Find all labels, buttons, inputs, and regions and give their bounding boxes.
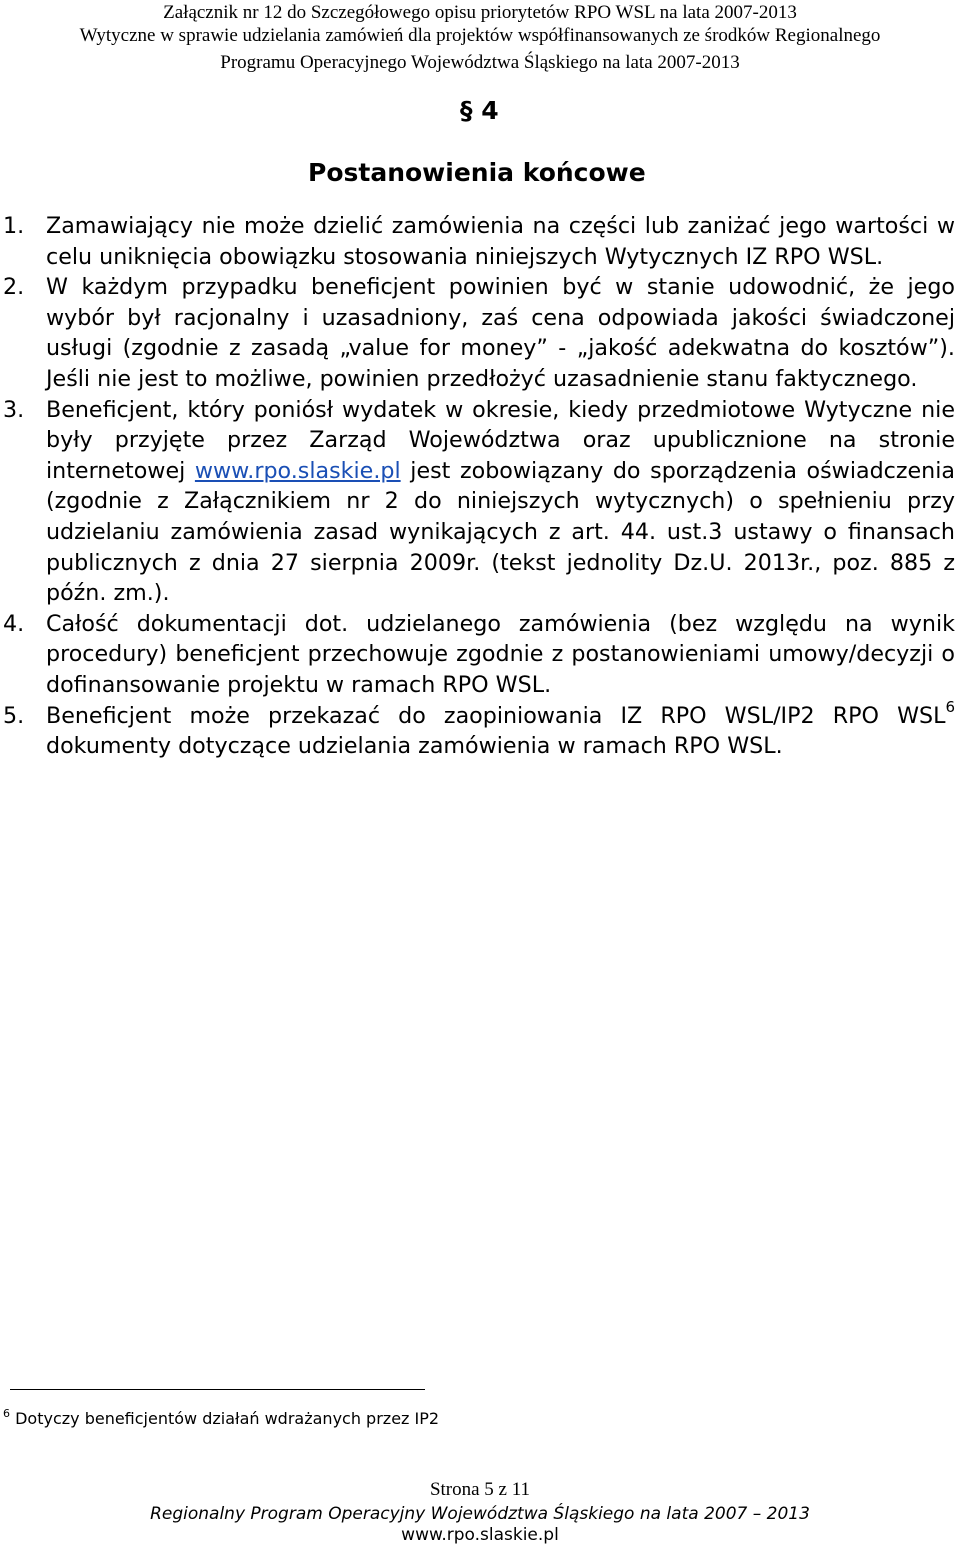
- item-text-part: W każdym przypadku beneficjent powinien być w stanie udowodnić, że jego wybór był racjonalny i uzasadniony, zaś cena odpowiada jakości świadczonej usługi (zgodnie z zasadą: [46, 274, 955, 362]
- website-link[interactable]: www.rpo.slaskie.pl: [194, 457, 401, 484]
- value-for-money-phrase: „value for money” - „jakość adekwatna do kosztów”: [339, 335, 940, 362]
- footnote-separator: [10, 1389, 425, 1390]
- item-text: [46, 698, 955, 762]
- list-item: [3, 211, 955, 272]
- item-text: [46, 272, 955, 394]
- footnote-reference: 6: [945, 698, 955, 717]
- list-item: [3, 395, 955, 609]
- list-item: [3, 609, 955, 701]
- header-line-2: Wytyczne w sprawie udzielania zamówień dla projektów współfinansowanych ze środków Regionalnego: [79, 25, 881, 46]
- item-text-part: jest zobowiązany do sporządzenia oświadczenia (zgodnie z Załącznikiem nr 2 do niniejszych wytycznych) o spełnieniu przy udzielaniu zamówienia zasad wynikających z art. 44. ust.3 ustawy o finansach publicznych z dnia 27 sierpnia 2009r. (tekst jednolity Dz.U. 2013r., poz. 885 z późn. zm.).: [46, 457, 955, 607]
- item-number: 1.: [3, 213, 25, 239]
- provisions-list: [3, 211, 955, 762]
- item-text-part: Beneficjent może przekazać do zaopiniowania IZ RPO WSL/IP2 RPO WSL: [46, 702, 946, 729]
- footnote-mark: 6: [3, 1406, 10, 1420]
- list-item: [3, 272, 955, 394]
- list-item: [3, 698, 955, 762]
- footnote: [3, 1408, 439, 1430]
- section-number: § 4: [460, 96, 499, 125]
- item-number: 5.: [3, 702, 25, 729]
- footer-url: www.rpo.slaskie.pl: [401, 1525, 559, 1545]
- page-number: Strona 5 z 11: [429, 1479, 531, 1500]
- item-text-part: dokumenty dotyczące udzielania zamówienia w ramach RPO WSL.: [46, 733, 783, 760]
- item-text-part: Beneficjent, który poniósł wydatek w okresie, kiedy przedmiotowe Wytyczne nie były przyjęte przez Zarząd Województwa oraz upublicznione na stronie internetowej: [46, 396, 955, 484]
- item-number: 2.: [3, 274, 25, 301]
- header-line-3: Programu Operacyjnego Województwa Śląskiego na lata 2007-2013: [220, 52, 740, 73]
- footnote-text: Dotyczy beneficjentów działań wdrażanych przez IP2: [10, 1409, 440, 1428]
- header-line-1: Załącznik nr 12 do Szczegółowego opisu priorytetów RPO WSL na lata 2007-2013: [163, 2, 797, 23]
- footer-program: Regionalny Program Operacyjny Województwa Śląskiego na lata 2007 – 2013: [150, 1504, 810, 1524]
- item-text: Całość dokumentacji dot. udzielanego zamówienia (bez względu na wynik procedury) beneficjent przechowuje zgodnie z postanowieniami umowy/decyzji o dofinansowanie projektu w ramach RPO WSL.: [46, 610, 955, 698]
- item-text: Zamawiający nie może dzielić zamówienia na części lub zaniżać jego wartości w celu uniknięcia obowiązku stosowania niniejszych Wytycznych IZ RPO WSL.: [46, 213, 955, 270]
- item-number: 4.: [3, 610, 25, 637]
- section-title: Postanowienia końcowe: [308, 158, 646, 187]
- item-text: [46, 395, 955, 609]
- item-text-part: ). Jeśli nie jest to możliwe, powinien przedłożyć uzasadnienie stanu faktycznego.: [46, 335, 955, 392]
- item-number: 3.: [3, 396, 25, 423]
